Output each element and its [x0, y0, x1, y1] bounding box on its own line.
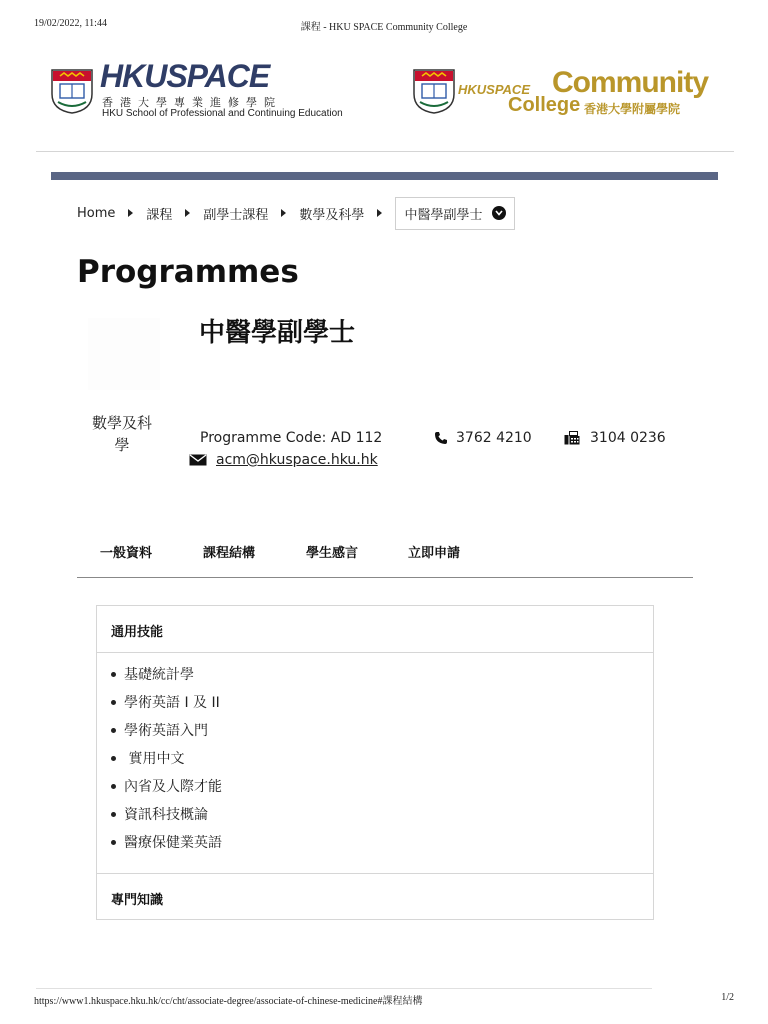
breadcrumb-current-dropdown[interactable] [395, 197, 515, 230]
list-item [111, 688, 222, 716]
nav-bar [51, 172, 718, 180]
bullet-icon [111, 728, 116, 733]
section-title: 專門知識 [111, 893, 164, 908]
phone-contact[interactable] [434, 430, 532, 446]
programme-tabs [77, 536, 693, 578]
hku-chinese-name: 香港大學專業進修學院 [102, 96, 282, 109]
space-word: SPACE [166, 58, 270, 94]
breadcrumb [77, 198, 515, 228]
breadcrumb-programmes[interactable]: 課程 [146, 207, 173, 223]
cc-chinese-name: 香港大學附屬學院 [584, 102, 681, 116]
print-page-count: 1/2 [721, 992, 734, 1003]
list-item [111, 744, 222, 772]
list-item [111, 800, 222, 828]
email-link[interactable]: acm@hkuspace.hku.hk [216, 452, 378, 468]
print-doc-title: 課程 - HKU SPACE Community College [300, 22, 468, 33]
list-item [111, 716, 222, 744]
list-item [111, 660, 222, 688]
hku-space-logo[interactable] [50, 58, 360, 122]
breadcrumb-current-label: 中醫學副學士 [404, 207, 483, 223]
bullet-icon [111, 756, 116, 761]
tab-programme-structure[interactable]: 課程結構 [203, 546, 256, 561]
bullet-icon [111, 840, 116, 845]
page-title: Programmes [77, 253, 299, 290]
section-header-specialised-knowledge[interactable] [97, 873, 653, 920]
print-url: https://www1.hkuspace.hku.hk/cc/cht/associate-degree/associate-of-chinese-medicine#課程結構 [34, 996, 423, 1007]
programme-title: 中醫學副學士 [199, 318, 356, 348]
breadcrumb-math-science[interactable]: 數學及科學 [299, 207, 365, 223]
course-list [111, 660, 222, 856]
course-name: 資訊科技概論 [124, 807, 208, 823]
list-item [111, 828, 222, 856]
chevron-down-icon [492, 206, 506, 220]
community-college-logo[interactable] [412, 66, 722, 122]
structure-panel [96, 605, 654, 920]
hku-english-name: HKU School of Professional and Continuing Education [102, 108, 343, 119]
header-divider [36, 151, 734, 152]
print-datetime: 19/02/2022, 11:44 [34, 18, 107, 29]
tab-apply-now[interactable]: 立即申請 [408, 546, 461, 561]
email-contact [189, 452, 378, 468]
section-title: 通用技能 [111, 625, 164, 640]
faculty-image [88, 318, 160, 390]
bullet-icon [111, 784, 116, 789]
breadcrumb-associate-degree[interactable]: 副學士課程 [203, 207, 269, 223]
breadcrumb-home[interactable]: Home [77, 205, 116, 221]
fax-number: 3104 0236 [590, 430, 666, 446]
envelope-icon [189, 454, 207, 466]
list-item [111, 772, 222, 800]
course-name: 基礎統計學 [124, 667, 194, 683]
course-name: 實用中文 [124, 751, 185, 767]
course-name: 學術英語 I 及 II [124, 695, 220, 711]
bullet-icon [111, 672, 116, 677]
print-header [0, 18, 768, 32]
cc-community-text: Community [552, 66, 708, 99]
phone-number: 3762 4210 [456, 430, 532, 446]
tab-general-info[interactable]: 一般資料 [100, 546, 153, 561]
hku-word: HKU [100, 58, 167, 94]
fax-contact [564, 430, 666, 446]
bullet-icon [111, 700, 116, 705]
section-header-generic-skills[interactable] [97, 606, 653, 653]
tab-testimonials[interactable]: 學生感言 [306, 546, 359, 561]
breadcrumb-caret-icon [128, 209, 133, 217]
hku-crest-icon [50, 68, 94, 114]
cc-college-text: College [508, 94, 581, 116]
print-footer [0, 992, 768, 1006]
breadcrumb-caret-icon [281, 209, 286, 217]
cc-crest-icon [412, 68, 456, 114]
bullet-icon [111, 812, 116, 817]
course-name: 內省及人際才能 [124, 779, 222, 795]
phone-icon [434, 431, 448, 445]
course-name: 學術英語入門 [124, 723, 208, 739]
breadcrumb-caret-icon [185, 209, 190, 217]
course-name: 醫療保健業英語 [124, 835, 222, 851]
cc-hkuspace-text: HKUSPACE [458, 82, 530, 97]
footer-divider [36, 988, 652, 989]
fax-icon [564, 431, 580, 445]
faculty-name: 數學及科學 [91, 414, 152, 454]
programme-code: Programme Code: AD 112 [200, 430, 383, 446]
breadcrumb-caret-icon [377, 209, 382, 217]
